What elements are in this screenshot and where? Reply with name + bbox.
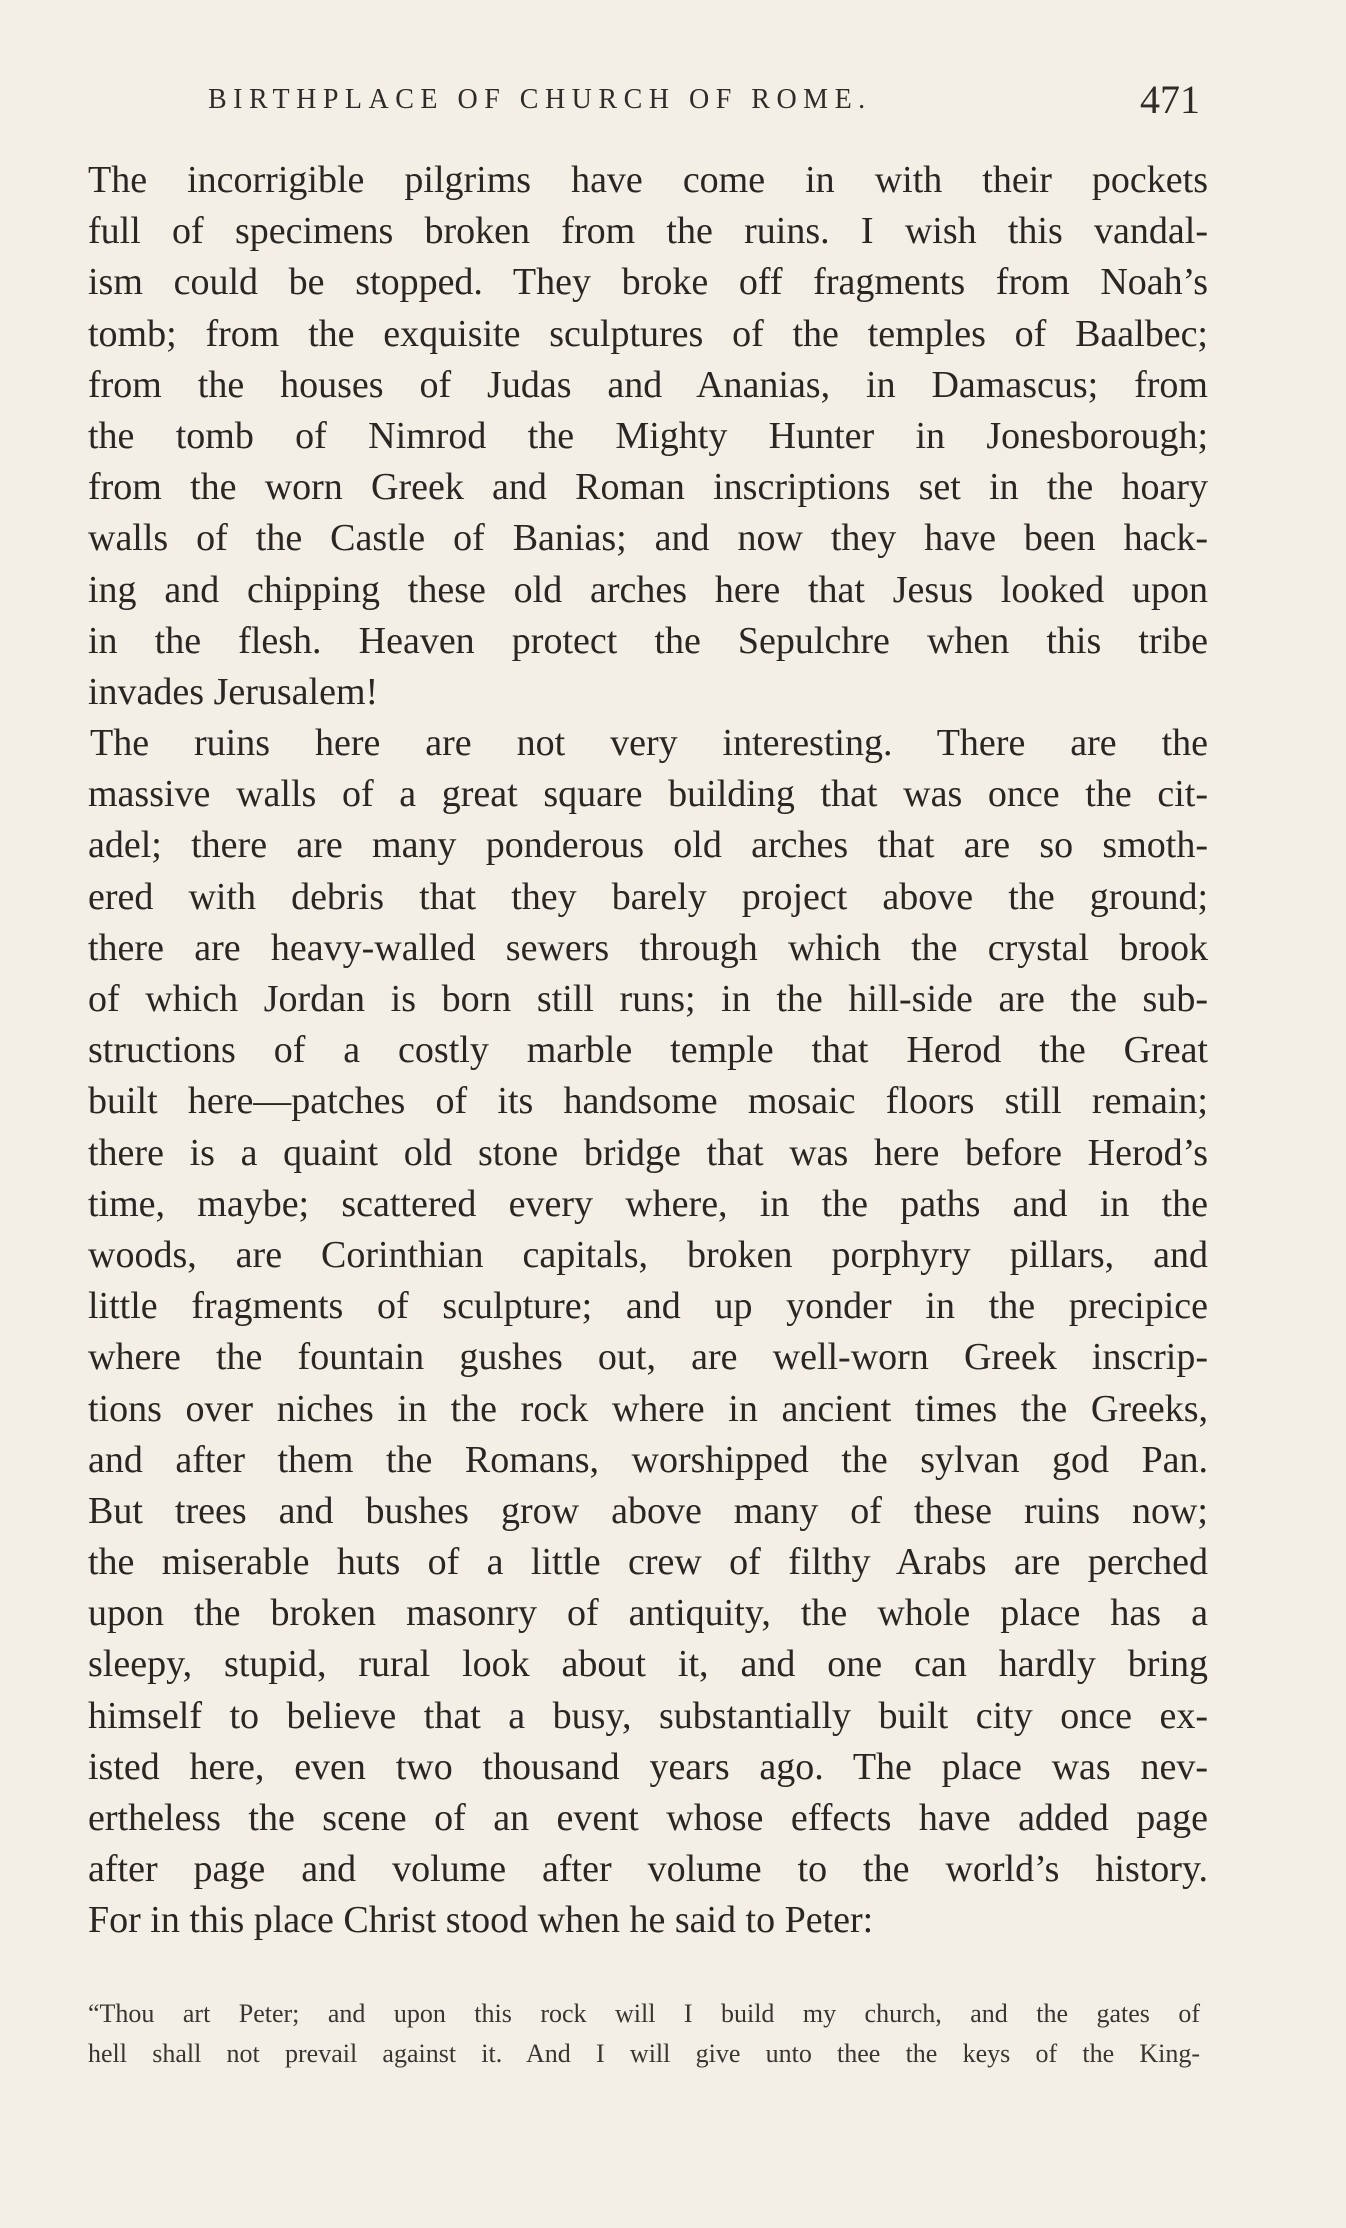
page-number: 471 xyxy=(1140,77,1200,122)
text-line: from the houses of Judas and Ananias, in Damascus; from xyxy=(88,363,1208,406)
text-line: ism could be stopped. They broke off fragments from Noah’s xyxy=(88,261,1208,304)
text-line: The incorrigible pilgrims have come in with their pockets xyxy=(88,159,1208,201)
text-line: where the fountain gushes out, are well-worn Greek inscrip- xyxy=(88,1336,1208,1379)
text-line: there is a quaint old stone bridge that was here before Herod’s xyxy=(88,1131,1208,1174)
text-line: built here—patches of its handsome mosaic floors still remain; xyxy=(88,1080,1208,1123)
body-text xyxy=(88,155,1208,1947)
scripture-quote xyxy=(88,1994,1200,2074)
text-line: the miserable huts of a little crew of filthy Arabs are perched xyxy=(88,1541,1208,1584)
text-line: tomb; from the exquisite sculptures of the temples of Baalbec; xyxy=(88,312,1208,355)
text-line: walls of the Castle of Banias; and now they have been hack- xyxy=(88,517,1208,560)
text-line: ered with debris that they barely project above the ground; xyxy=(88,875,1208,918)
text-line: invades Jerusalem! xyxy=(88,670,379,713)
text-line: But trees and bushes grow above many of these ruins now; xyxy=(88,1489,1208,1532)
quote-line: hell shall not prevail against it. And I will give unto thee the keys of the King- xyxy=(88,2039,1200,2068)
text-line: adel; there are many ponderous old arches that are so smoth- xyxy=(88,824,1208,867)
text-line: the tomb of Nimrod the Mighty Hunter in Jonesborough; xyxy=(88,414,1208,457)
running-title: BIRTHPLACE OF CHURCH OF ROME. xyxy=(208,84,872,115)
text-line: in the flesh. Heaven protect the Sepulchre when this tribe xyxy=(88,619,1208,662)
text-line: himself to believe that a busy, substantially built city once ex- xyxy=(88,1694,1208,1737)
text-line: ing and chipping these old arches here that Jesus looked upon xyxy=(88,568,1208,611)
text-line: time, maybe; scattered every where, in the paths and in the xyxy=(88,1182,1208,1225)
text-line: isted here, even two thousand years ago. The place was nev- xyxy=(88,1745,1208,1788)
text-line: of which Jordan is born still runs; in the hill-side are the sub- xyxy=(88,978,1208,1020)
text-line: little fragments of sculpture; and up yonder in the precipice xyxy=(88,1285,1208,1328)
text-line: massive walls of a great square building that was once the cit- xyxy=(88,773,1208,816)
quote-line: “Thou art Peter; and upon this rock will I build my church, and the gates of xyxy=(88,1999,1200,2028)
text-line: upon the broken masonry of antiquity, the whole place has a xyxy=(88,1592,1208,1635)
text-line: after page and volume after volume to the world’s history. xyxy=(88,1848,1208,1891)
text-line: For in this place Christ stood when he said to Peter: xyxy=(88,1899,874,1942)
text-line: there are heavy-walled sewers through which the crystal brook xyxy=(88,926,1208,969)
text-line: sleepy, stupid, rural look about it, and one can hardly bring xyxy=(88,1643,1208,1686)
text-line: woods, are Corinthian capitals, broken porphyry pillars, and xyxy=(88,1233,1208,1276)
text-line: from the worn Greek and Roman inscriptions set in the hoary xyxy=(88,466,1208,509)
text-line: and after them the Romans, worshipped the sylvan god Pan. xyxy=(88,1438,1208,1481)
running-head xyxy=(88,76,1200,136)
text-line: The ruins here are not very interesting. There are the xyxy=(90,722,1208,765)
text-line: full of specimens broken from the ruins. I wish this vandal- xyxy=(88,210,1208,253)
text-line: structions of a costly marble temple that Herod the Great xyxy=(88,1029,1208,1072)
text-line: tions over niches in the rock where in ancient times the Greeks, xyxy=(88,1387,1208,1430)
text-line: ertheless the scene of an event whose effects have added page xyxy=(88,1797,1208,1839)
